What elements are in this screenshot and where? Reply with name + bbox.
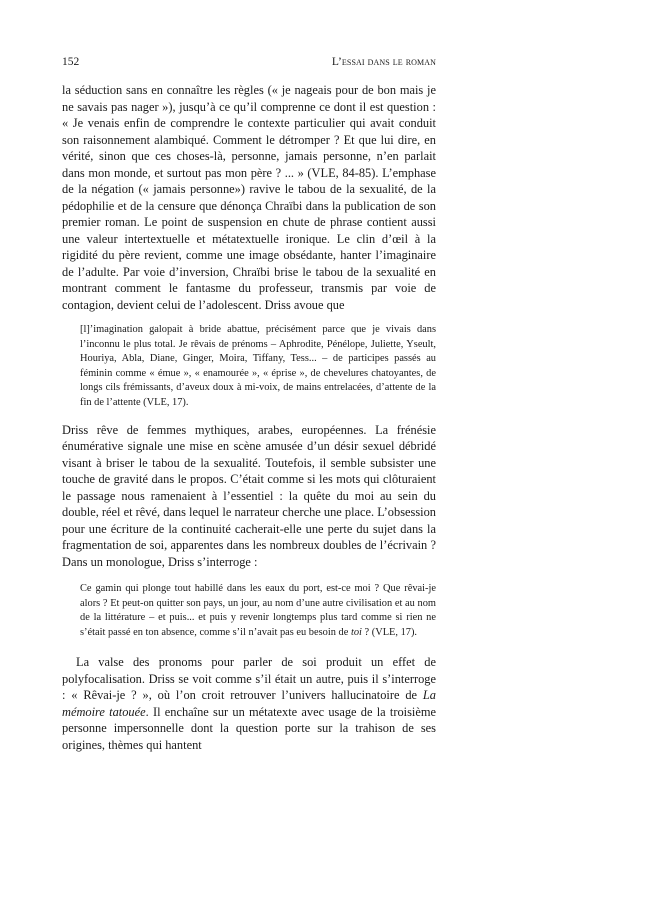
running-title: L’essai dans le roman <box>331 56 436 68</box>
body-paragraph-3-text-b: . Il enchaîne sur un métatexte avec usage de la troisième personne impersonnelle dont la question porte sur la trahison de ses origines, thèmes qui hantent <box>62 704 437 752</box>
block-quote-2 <box>80 582 436 640</box>
block-quote-2-text-b: ? (VLE, 17). <box>361 626 418 638</box>
body-paragraph-3 <box>62 654 436 753</box>
body-paragraph-2: Driss rêve de femmes mythiques, arabes, européennes. La frénésie énumérative signale une mise en scène amusée d’un désir sexuel débridé visant à briser le tabou de la sexualité. Toutefois, il semble subsister une touche de gravité dans le propos. C’était comme si les mots qui clôturaient le passage nous ramenaient à l’essentiel : la quête du moi au sein du double, réel et rêvé, dans lequel le narrateur cherche une place. L’obsession pour une écriture de la continuité cacherait-elle une perte du sujet dans la fragmentation de soi, apparentes dans les nombreux doubles de l’écrivain ? Dans un monologue, Driss s’interroge : <box>62 422 436 569</box>
block-quote-2-italic: toi <box>350 626 362 638</box>
running-head <box>62 56 436 68</box>
block-quote-1: [l]’imagination galopait à bride abattue, précisément parce que je vivais dans l’inconnu le plus total. Je rêvais de prénoms – Aphrodite, Pénélope, Juliette, Yseult, Houriya, Abla, Diane, Ginger, Moira, Tiffany, Tess... – de participes passés au féminin comme « émue », « enamourée », « éprise », de chevelures chatoyantes, de longs cils frémissants, d’aveux doux à mi-voix, de mains entrelacées, d’attente de la fin de l’attente (VLE, 17). <box>80 324 436 408</box>
body-paragraph-3-text-a: La valse des pronoms pour parler de soi produit un effet de polyfocalisation. Driss se voit comme s’il était un autre, puis il s’interroge : « Rêvai-je ? », où l’on croit retrouver l’univers hallucinatoire de <box>62 655 436 703</box>
block-quote-2-text-a: Ce gamin qui plonge tout habillé dans les eaux du port, est-ce moi ? Que rêvai-je alors ? Et peut-on quitter son pays, un jour, au nom d’une autre civilisation et au nom de la littérature – et puis... et puis y revenir longtemps plus tard comme si rien ne s’était passé en ton absence, comme s’il n’avait pas eu besoin de <box>80 583 436 638</box>
body-paragraph-1: la séduction sans en connaître les règles (« je nageais pour de bon mais je ne savais pas nager »), jusqu’à ce qu’il comprenne ce dont il est question : « Je venais enfin de comprendre le contexte particulier qui avait conduit son raisonnement alambiqué. Comment le détromper ? Et que lui dire, en vérité, sinon que ces choses-là, personne, jamais personne, n’en parlait dans mon monde, et surtout pas mon père ? ... » (VLE, 84-85). L’emphase de la négation (« jamais personne») ravive le tabou de la sexualité, de la pédophilie et de la censure que dénonça Chraïbi dans la publication de son premier roman. Le point de suspension en chute de phrase contient aussi une valeur intertextuelle et métatextuelle ironique. Le clin d’œil à la rigidité du père revient, comme une image obsédante, hanter l’imaginaire de l’adulte. Par voie d’inversion, Chraïbi brise le tabou de la sexualité en montrant comment le fantasme du professeur, transmis par voie de contagion, devient celui de l’adolescent. Driss avoue que <box>62 83 436 312</box>
book-title-italic: La mémoire tatouée <box>62 688 436 719</box>
page-number: 152 <box>62 56 80 68</box>
book-page <box>62 56 436 753</box>
